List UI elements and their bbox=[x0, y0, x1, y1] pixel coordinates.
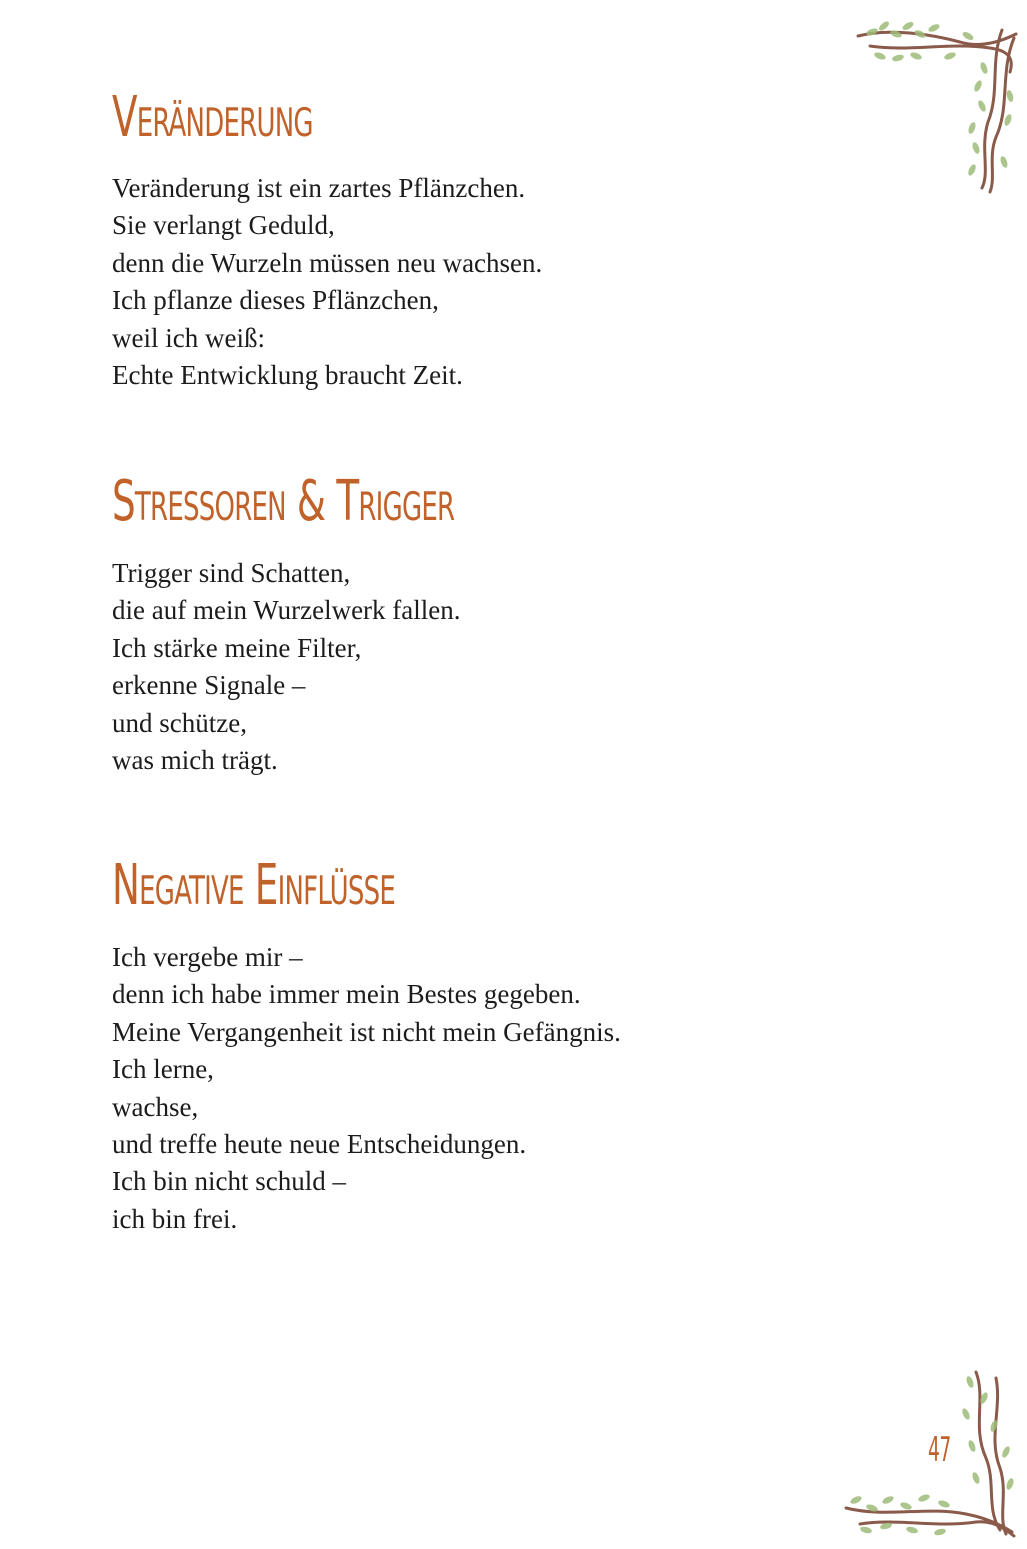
poem-line: weil ich weiß: bbox=[112, 322, 265, 353]
poem-line: ich bin frei. bbox=[112, 1203, 238, 1234]
poem-line: Trigger sind Schatten, bbox=[112, 558, 351, 588]
poem-line: und treffe heute neue Entscheidungen. bbox=[112, 1129, 527, 1160]
poem-line: denn die Wurzeln müssen neu wachsen. bbox=[112, 247, 543, 278]
poem-line: und schütze, bbox=[112, 707, 247, 738]
poem-line: wachse, bbox=[112, 1091, 199, 1122]
section-heading: Negative Einflüsse bbox=[112, 853, 396, 918]
poem-line: Veränderung ist ein zartes Pflänzchen. bbox=[112, 173, 526, 203]
poem-line: Ich stärke meine Filter, bbox=[112, 632, 362, 663]
section-heading: Stressoren & Trigger bbox=[112, 469, 455, 534]
poem-line: was mich trägt. bbox=[112, 745, 278, 776]
poem-line: denn ich habe immer mein Bestes gegeben. bbox=[112, 979, 581, 1010]
poem-line: Ich vergebe mir – bbox=[112, 942, 303, 972]
poem-line: Meine Vergangenheit ist nicht mein Gefängnis. bbox=[112, 1016, 621, 1047]
poem-line: Sie verlangt Geduld, bbox=[112, 210, 335, 241]
vine-branch-corner-icon bbox=[850, 12, 1022, 194]
poem-line: Ich lerne, bbox=[112, 1054, 214, 1085]
poem-line: Ich bin nicht schuld – bbox=[112, 1166, 346, 1197]
poem-line: Echte Entwicklung braucht Zeit. bbox=[112, 360, 463, 391]
poem-stanza bbox=[112, 170, 542, 394]
poem-line: die auf mein Wurzelwerk fallen. bbox=[112, 595, 461, 626]
poem-stanza bbox=[112, 555, 461, 779]
poem-line: erkenne Signale – bbox=[112, 670, 306, 701]
page-number: 47 bbox=[928, 1430, 951, 1470]
poem-stanza bbox=[112, 939, 621, 1238]
section-heading: Veränderung bbox=[112, 85, 313, 150]
poem-line: Ich pflanze dieses Pflänzchen, bbox=[112, 285, 439, 316]
